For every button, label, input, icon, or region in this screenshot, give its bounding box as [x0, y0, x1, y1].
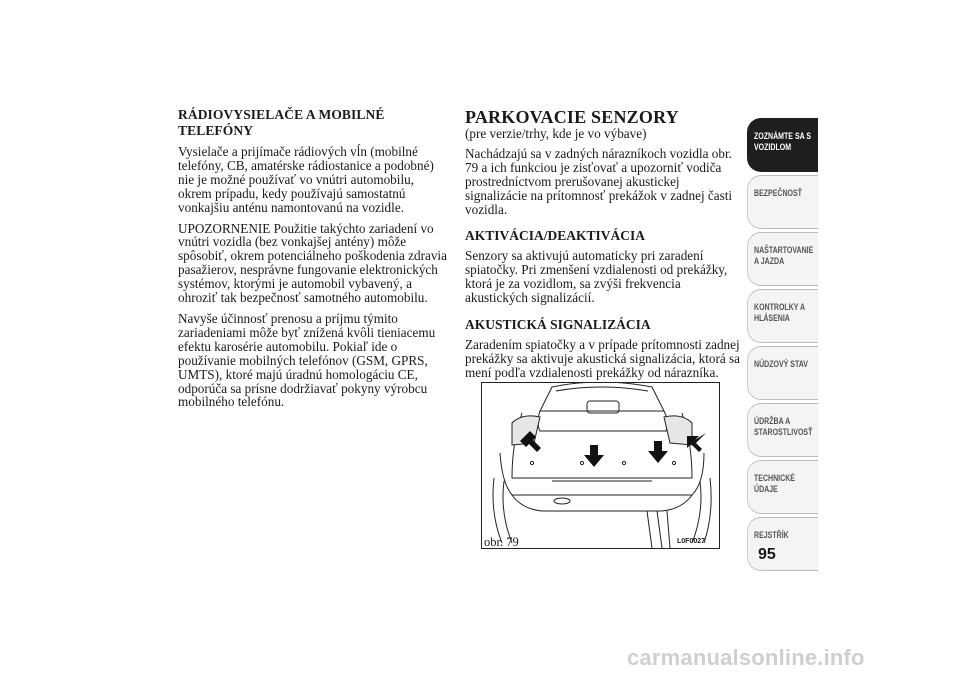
right-column: [465, 107, 740, 387]
tab-label: BEZPEČNOSŤ: [754, 188, 802, 198]
figure-code: L0F0027: [677, 538, 706, 545]
tab-technical-data[interactable]: [747, 460, 818, 514]
subsection-heading-acoustic: AKUSTICKÁ SIGNALIZÁCIA: [465, 317, 651, 333]
tab-label: TECHNICKÉ ÚDAJE: [754, 473, 795, 494]
tab-label: ÚDRŽBA A STAROSTLIVOSŤ: [754, 416, 813, 437]
section-heading-radio: RÁDIOVYSIELAČE A MOBILNÉ TELEFÓNY: [178, 107, 385, 138]
figure-caption: obr. 79: [484, 535, 519, 549]
tab-label: KONTROLKY A HLÁSENIA: [754, 302, 806, 323]
paragraph: Zaradením spiatočky a v prípade prítomnosti zadnej prekážky sa aktivuje akustická signalizácia, ktorá sa mení podľa vzdialenosti prekážky od nárazníka.: [465, 337, 740, 380]
paragraph: Navyše účinnosť prenosu a príjmu týmito zariadeniami môže byť znížená kvôli tieniacemu efektu karosérie automobilu. Pokiaľ ide o používanie mobilných telefónov (GSM, GPRS, UMTS), ktoré majú úradnú homologáciu CE, odporúča sa prísne dodržiavať pokyny výrobcu mobilného telefónu.: [178, 310, 436, 410]
paragraph: Vysielače a prijímače rádiových vĺn (mobilné telefóny, CB, amatérske rádiostanice a podobné) nie je možné používať vo vnútri automobilu, okrem prípadu, kedy používajú samostatnú vonkajšiu anténu namontovanú na vozidle.: [178, 144, 434, 215]
tab-starting-driving[interactable]: [747, 232, 818, 286]
car-rear-illustration: [482, 383, 719, 548]
subsection-heading-activation: AKTIVÁCIA/DEAKTIVÁCIA: [465, 228, 646, 244]
paragraph-warning: UPOZORNENIE Použitie takýchto zariadení vo vnútri vozidla (bez vonkajšej antény) môže spôsobiť, okrem potenciálneho poškodenia zdravia pasažierov, nesprávne fungovanie elektronických systémov, ktorými je automobil vybavený, a ohroziť tak bezpečnosť samotného automobilu.: [178, 220, 447, 306]
tab-label: ZOZNÁMTE SA S VOZIDLOM: [754, 131, 812, 152]
paragraph: Senzory sa aktivujú automaticky pri zaradení spiatočky. Pri zmenšení vzdialenosti od prekážky, ktorá je za vozidlom, sa zvýši frekvencia akustických signalizácií.: [465, 248, 728, 306]
tab-label: NÚDZOVÝ STAV: [754, 359, 808, 369]
left-column: [178, 107, 450, 416]
tab-safety[interactable]: [747, 175, 818, 229]
figure-car-rear-sensors: [481, 382, 720, 549]
subheading: (pre verzie/trhy, kde je vo výbave): [465, 126, 647, 141]
watermark: carmanualsonline.info: [627, 645, 865, 670]
section-heading-parking-sensors: PARKOVACIE SENZORY: [465, 107, 679, 127]
tab-label: NAŠTARTOVANIE A JAZDA: [754, 245, 814, 266]
tab-warning-lights[interactable]: [747, 289, 818, 343]
tab-getting-to-know-vehicle[interactable]: [747, 118, 818, 172]
chapter-tabs: [747, 118, 818, 574]
tab-emergency[interactable]: [747, 346, 818, 400]
tab-label: REJSTŘÍK: [754, 530, 789, 540]
paragraph: Nachádzajú sa v zadných nárazníkoch vozidla obr. 79 a ich funkciou je zisťovať a upozorniť vodiča prostredníctvom prerušovanej akustickej signalizácie na prítomnosť prekážok v zadnej časti vozidla.: [465, 145, 733, 217]
tab-maintenance[interactable]: [747, 403, 818, 457]
page-number: 95: [758, 546, 776, 563]
